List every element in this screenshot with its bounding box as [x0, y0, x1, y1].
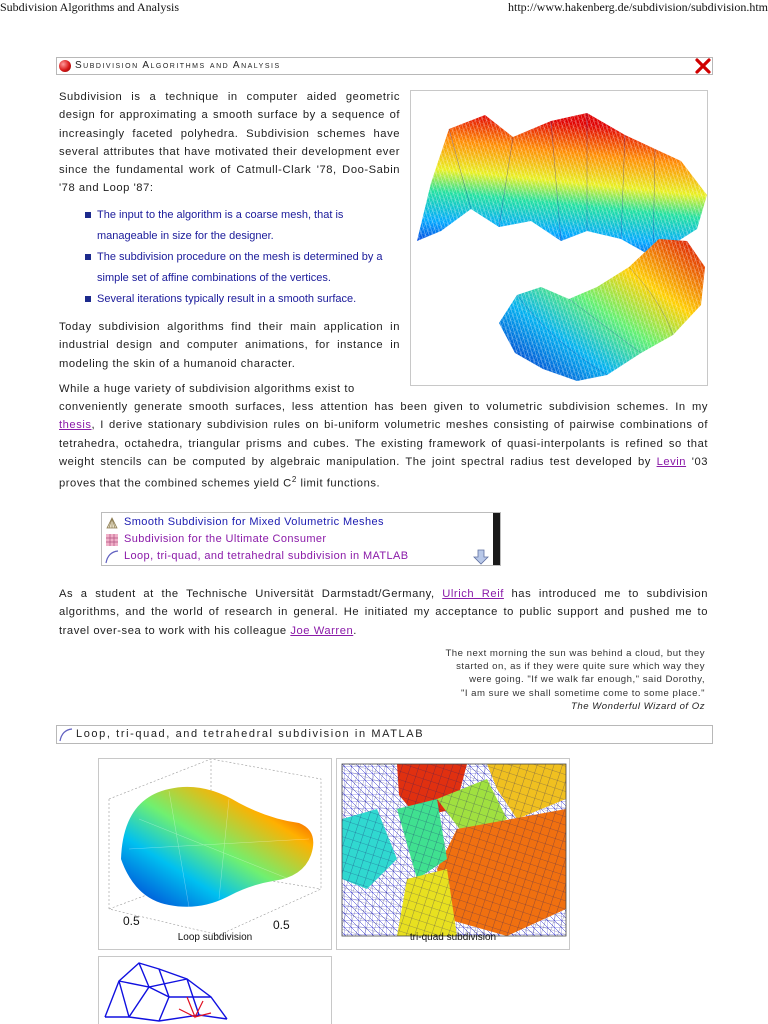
link-text[interactable]: Loop, tri-quad, and tetrahedral subdivision in MATLAB — [124, 550, 409, 562]
tri-quad-subdivision-figure — [336, 758, 570, 950]
quote-line: were going. "If we walk far enough," said Dorothy, — [469, 674, 705, 686]
paragraph-text: has introduced me to subdivision algorithms, and the world of research in general. He initiated my acceptance to public support and pushed me to travel over-sea to work with his colleague — [59, 588, 708, 637]
levin-link[interactable]: Levin — [656, 455, 687, 468]
application-paragraph: Today subdivision algorithms find their main application in industrial design and computer animations, for instance in modeling the skin of a humanoid character. — [59, 321, 400, 370]
quote-line: The next morning the sun was behind a cloud, but they — [445, 648, 705, 659]
paragraph-text: As a student at the Technische Universität Darmstadt/Germany, — [59, 588, 443, 600]
figure-caption: Loop subdivision — [177, 932, 253, 943]
list-item: The subdivision procedure on the mesh is determined by a simple set of affine combinations of the vertices. — [82, 247, 404, 289]
page-title: Subdivision Algorithms and Analysis — [75, 60, 281, 71]
loop-surface-shape — [121, 787, 313, 907]
paragraph-text: conveniently generate smooth surfaces, less attention has been given to volumetric subdivision schemes. In my — [59, 401, 708, 413]
tetra-mesh-shape — [105, 963, 227, 1021]
paragraph-text: limit functions. — [296, 477, 381, 490]
thesis-link[interactable]: thesis — [59, 419, 92, 432]
joe-warren-link[interactable]: Joe Warren — [290, 624, 354, 637]
print-header-title: Subdivision Algorithms and Analysis — [0, 0, 180, 14]
curve-icon — [59, 728, 73, 742]
paragraph-text: , I derive stationary subdivision rules on bi-uniform volumetric meshes consisting of pairwise combinations of tetrahedra, octahedra, triangular prisms and cubes. The existing framework of quasi-interpolants is refined so that weight stencils can be computed by algebraic manipulation. The joint spectral radius test developed by — [59, 419, 708, 468]
feature-list — [82, 205, 404, 310]
student-paragraph — [59, 585, 708, 640]
close-icon[interactable] — [694, 57, 712, 75]
quote-line: "I am sure we shall sometime come to some place." — [460, 687, 705, 699]
list-item: The input to the algorithm is a coarse mesh, that is manageable in size for the designer. — [82, 205, 404, 247]
wizard-quote — [345, 647, 705, 713]
loop-subdivision-figure — [98, 758, 332, 950]
figure-caption: tri-quad subdivision — [409, 932, 497, 943]
section-title: Loop, tri-quad, and tetrahedral subdivision in MATLAB — [76, 728, 425, 740]
curve-icon — [105, 550, 119, 564]
shell-icon — [105, 516, 119, 530]
paragraph-text: '03 proves that the combined schemes yield C — [59, 455, 709, 490]
quote-source: The Wonderful Wizard of Oz — [571, 700, 705, 712]
print-header-url: http://www.hakenberg.de/subdivision/subdivision.htm — [508, 0, 768, 14]
paragraph-text: . — [353, 624, 357, 637]
volumetric-paragraph — [59, 398, 708, 493]
link-text[interactable]: Smooth Subdivision for Mixed Volumetric Meshes — [124, 516, 384, 528]
link-text[interactable]: Subdivision for the Ultimate Consumer — [124, 533, 327, 545]
print-header — [0, 0, 768, 16]
surface-icon — [105, 533, 119, 547]
volumetric-paragraph-start: While a huge variety of subdivision algorithms exist to — [59, 383, 355, 395]
axis-tick-label: 0.5 — [123, 914, 140, 928]
scroll-strip — [493, 513, 500, 565]
smooth-surface-shape — [499, 239, 705, 381]
tetra-refined-shape — [179, 997, 211, 1017]
surfaces-figure — [410, 90, 708, 386]
tetrahedral-subdivision-figure — [98, 956, 332, 1024]
superscript: 2 — [291, 475, 297, 485]
coarse-surface-shape — [417, 113, 707, 257]
title-bar — [56, 57, 713, 75]
list-item: Several iterations typically result in a smooth surface. — [82, 289, 404, 310]
ulrich-reif-link[interactable]: Ulrich Reif — [442, 588, 504, 600]
related-links-box — [101, 512, 501, 566]
intro-paragraph: Subdivision is a technique in computer aided geometric design for approximating a smooth surface by a sequence of increasingly faceted polyhedra. Subdivision schemes have several attributes that have motivated their development ever since the fundamental work of Catmull-Clark '78, Doo-Sabin '78 and Loop '87: — [59, 91, 400, 195]
red-ball-icon — [59, 60, 71, 72]
down-arrow-icon[interactable] — [473, 549, 489, 565]
quote-line: started on, as if they were quite sure which way they — [456, 661, 705, 673]
section-header-matlab — [56, 725, 713, 744]
axis-tick-label: 0.5 — [273, 918, 290, 932]
